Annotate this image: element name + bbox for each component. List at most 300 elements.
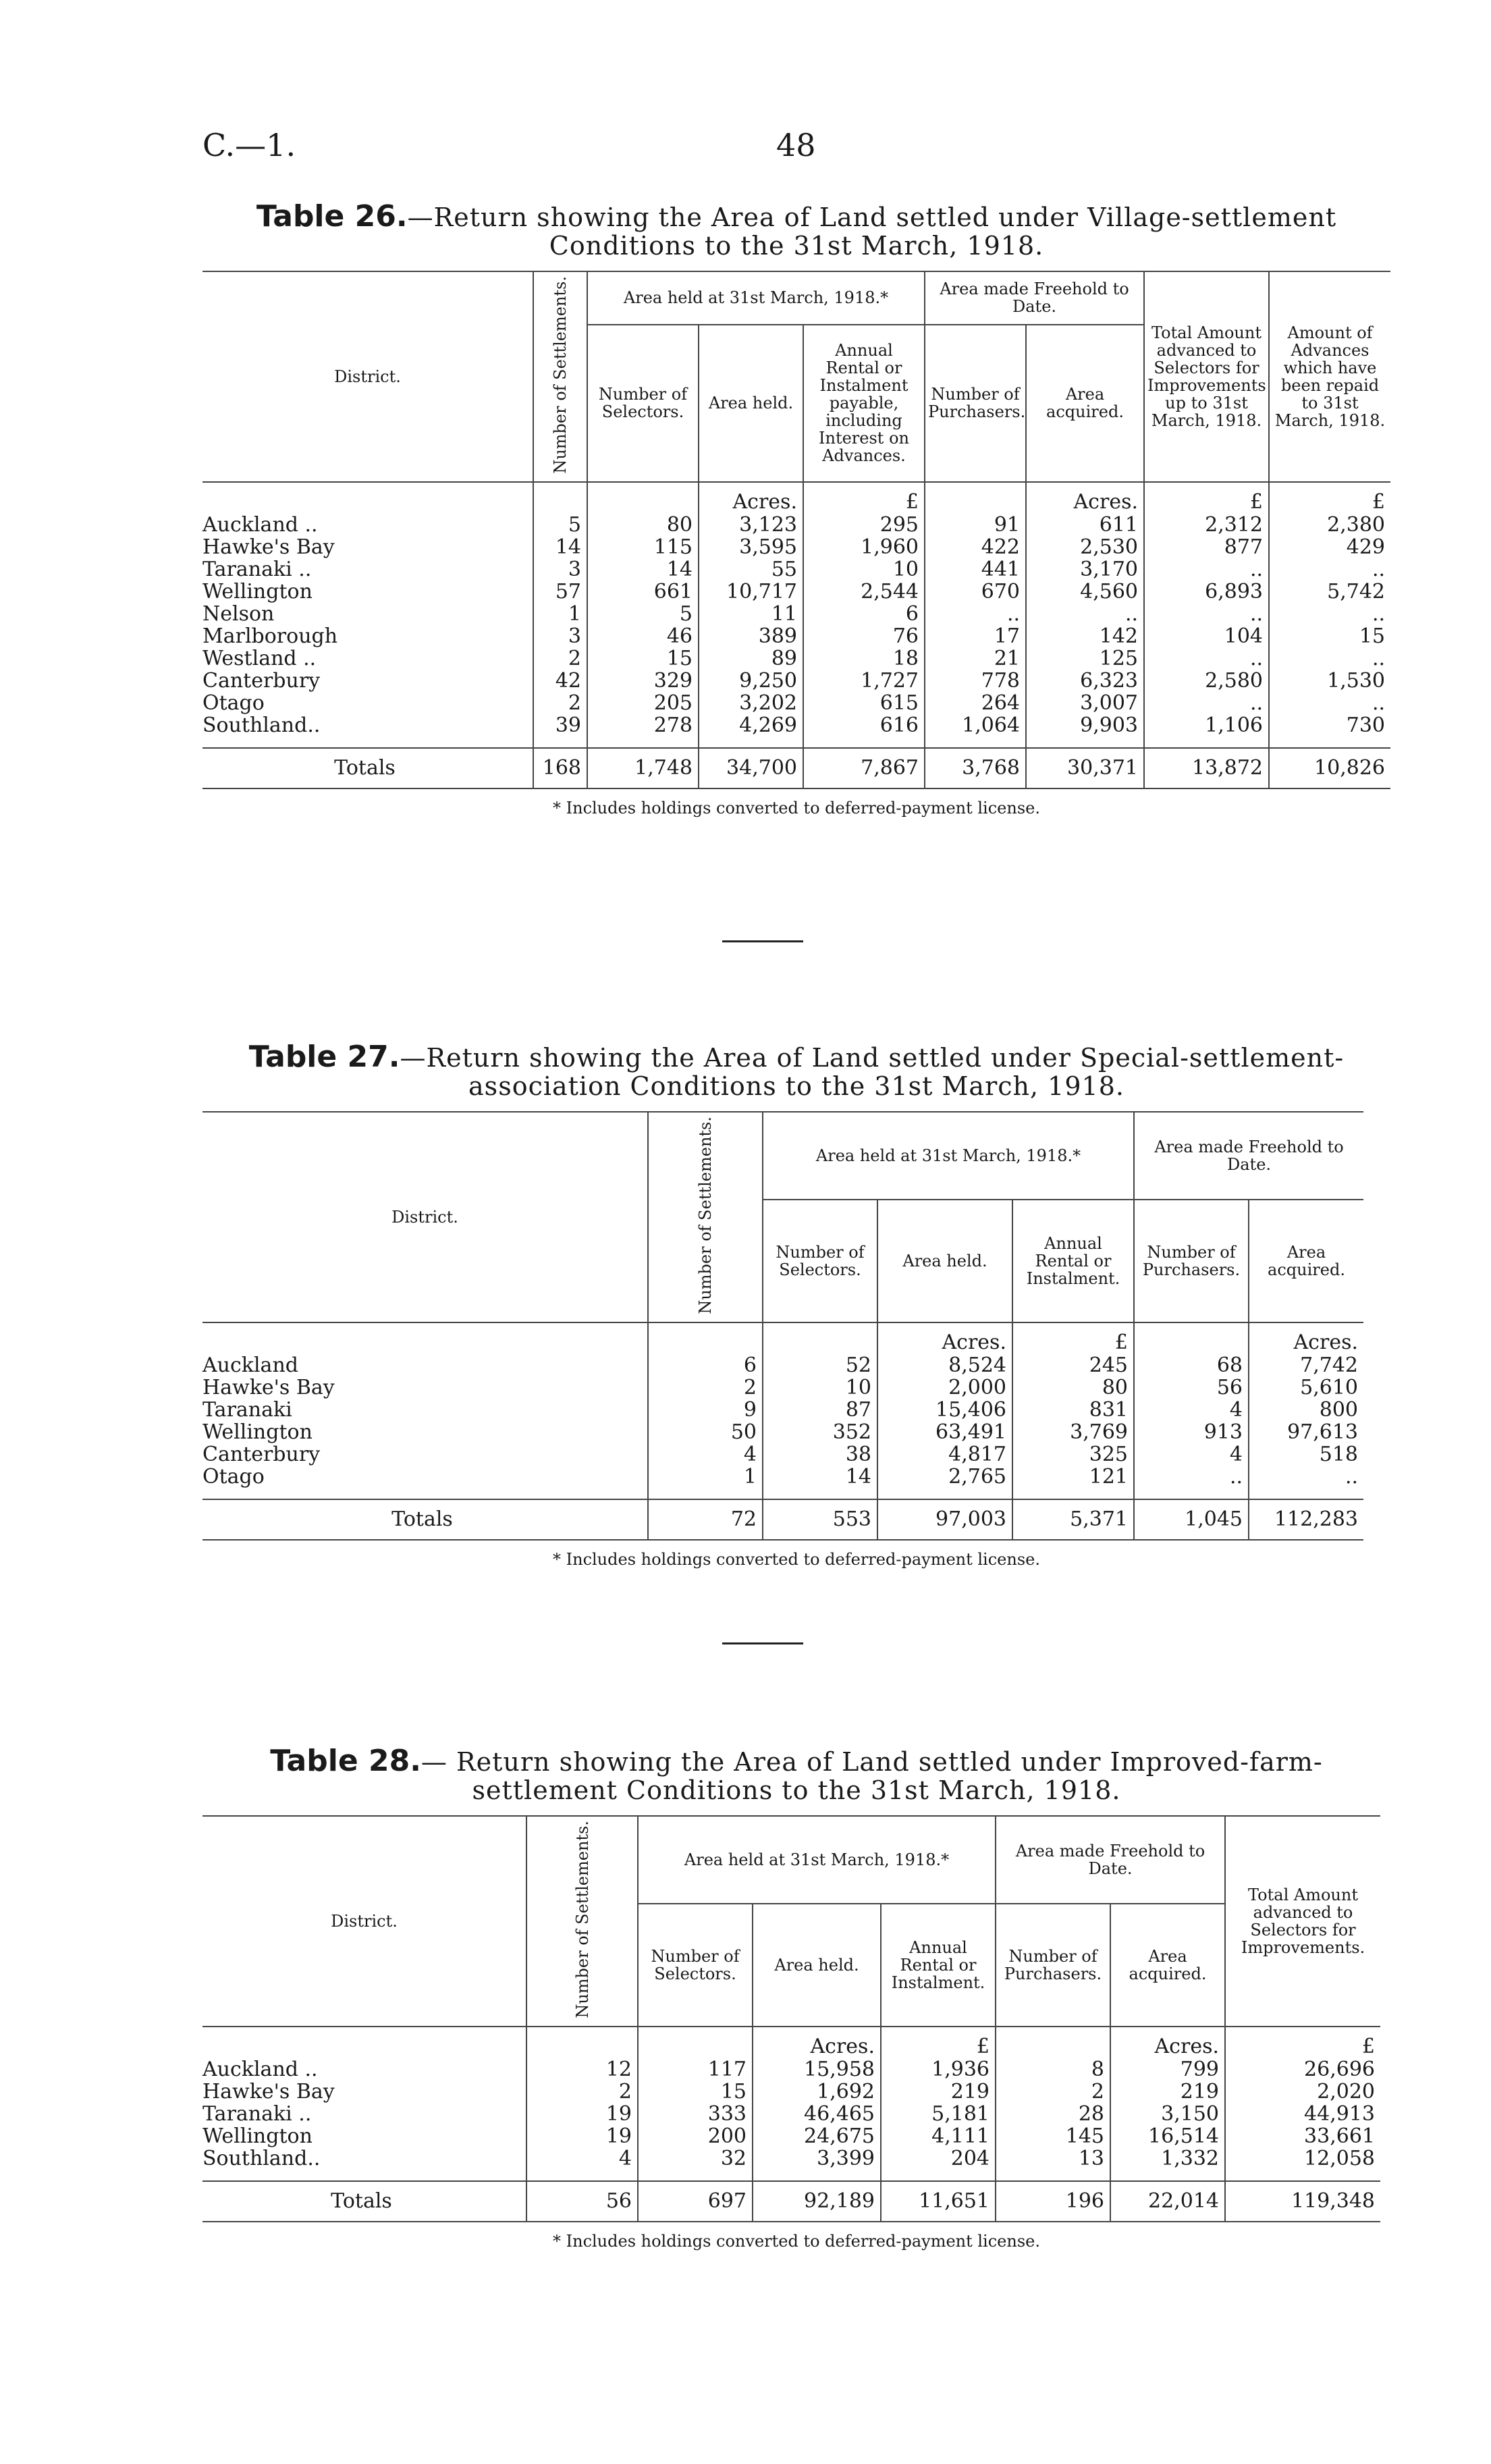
value-cell: 2,312 [1144,514,1269,536]
table-row [202,1354,1363,1376]
value-cell: 30,371 [1026,748,1144,788]
value-cell [996,2027,1110,2058]
district-cell: Totals [202,2181,526,2222]
district-cell [202,736,533,748]
col-purchasers: Number of Purchasers. [996,1904,1110,2026]
value-cell [1134,1488,1249,1499]
value-cell: 553 [763,1499,877,1540]
value-cell: 121 [1012,1466,1134,1488]
value-cell: 33,661 [1225,2125,1380,2147]
col-settlements-label: Number of Settlements. [572,1821,592,2018]
col-repaid: Amount of Advances which have been repaid to 31st March, 1918. [1269,271,1390,482]
col-selectors: Number of Selectors. [763,1200,877,1322]
district-cell: Nelson [202,601,275,626]
value-cell: 80 [1012,1376,1134,1399]
value-cell [648,1322,763,1354]
value-cell: 219 [881,2081,996,2103]
value-cell: 9,903 [1026,714,1144,736]
section-divider [722,940,803,942]
value-cell: 26,696 [1225,2058,1380,2081]
value-cell: 1,960 [803,536,925,558]
value-cell: 112,283 [1249,1499,1363,1540]
col-purchasers: Number of Purchasers. [1134,1200,1249,1322]
value-cell: 56 [1134,1376,1249,1399]
value-cell [1269,736,1390,748]
value-cell: 877 [1144,536,1269,558]
value-cell: 10,717 [699,581,803,603]
value-cell: 38 [763,1443,877,1466]
col-area-held: Area held. [877,1200,1012,1322]
table-26-body [202,482,1390,788]
value-cell: 295 [803,514,925,536]
value-cell: 3,007 [1026,692,1144,714]
value-cell [526,2027,638,2058]
value-cell: £ [1269,482,1390,514]
value-cell: 15 [638,2081,753,2103]
table-28-title [202,1744,1390,1805]
table-row [202,714,1390,736]
col-group-freehold: Area made Freehold to Date. [1134,1112,1363,1200]
table-26-footnote: * Includes holdings converted to deferred-payment license. [553,798,1040,818]
value-cell: 12,058 [1225,2147,1380,2170]
value-cell: 76 [803,625,925,647]
section-divider [722,1642,803,1644]
value-cell: 200 [638,2125,753,2147]
table-row [202,1466,1363,1488]
value-cell: 34,700 [699,748,803,788]
spacer-row [202,736,1390,748]
value-cell: 19 [526,2125,638,2147]
value-cell: 333 [638,2103,753,2125]
value-cell [1249,1488,1363,1499]
value-cell: .. [925,603,1026,625]
units-row [202,2027,1380,2058]
value-cell [1026,736,1144,748]
table-26-block [202,199,1390,818]
value-cell: .. [1269,558,1390,581]
value-cell: 7,742 [1249,1354,1363,1376]
col-settlements [533,271,587,482]
value-cell: 1,530 [1269,670,1390,692]
value-cell: 46,465 [753,2103,881,2125]
value-cell: 15 [587,647,699,670]
value-cell: 39 [533,714,587,736]
col-settlements [648,1112,763,1322]
district-cell: Taranaki [202,1397,292,1422]
value-cell: 518 [1249,1443,1363,1466]
district-cell [202,482,533,514]
district-cell: Otago [202,691,265,715]
value-cell: 2,544 [803,581,925,603]
table-row [202,1443,1363,1466]
table-row [202,2081,1380,2103]
col-settlements [526,1816,638,2027]
district-cell: Marlborough [202,624,338,648]
value-cell: 1,692 [753,2081,881,2103]
value-cell: 730 [1269,714,1390,736]
value-cell: .. [1269,647,1390,670]
table-27-title-line1: —Return showing the Area of Land settled under Special-settlement- [400,1043,1345,1073]
table-row [202,2103,1380,2125]
value-cell [1225,2170,1380,2181]
value-cell [648,1488,763,1499]
value-cell: 6,893 [1144,581,1269,603]
value-cell: .. [1144,558,1269,581]
value-cell: 3,769 [1012,1421,1134,1443]
value-cell: 329 [587,670,699,692]
value-cell: 52 [763,1354,877,1376]
table-27-title [202,1040,1390,1101]
value-cell: 14 [533,536,587,558]
value-cell: 68 [1134,1354,1249,1376]
table-28-name: Table 28. [270,1744,421,1778]
value-cell: 10 [763,1376,877,1399]
col-area-held: Area held. [753,1904,881,2026]
value-cell: 7,867 [803,748,925,788]
page-number: 48 [776,127,816,163]
value-cell: 3,768 [925,748,1026,788]
value-cell: 616 [803,714,925,736]
table-row [202,2147,1380,2170]
district-cell [202,1488,648,1499]
value-cell: 63,491 [877,1421,1012,1443]
value-cell [1012,1488,1134,1499]
value-cell: 2,580 [1144,670,1269,692]
value-cell: 264 [925,692,1026,714]
value-cell [587,482,699,514]
col-group-freehold: Area made Freehold to Date. [925,271,1144,325]
value-cell: 4,269 [699,714,803,736]
value-cell: 92,189 [753,2181,881,2222]
table-row [202,1376,1363,1399]
value-cell: 1 [533,603,587,625]
col-rental: Annual Rental or Instalment. [881,1904,996,2026]
table-27-title-line2: association Conditions to the 31st March, 1918. [468,1071,1124,1101]
value-cell: £ [1012,1322,1134,1354]
table-row [202,603,1390,625]
value-cell: 1,936 [881,2058,996,2081]
value-cell: 670 [925,581,1026,603]
value-cell: 1,727 [803,670,925,692]
value-cell: 22,014 [1110,2181,1225,2222]
district-cell: Canterbury [202,668,321,693]
value-cell: 3,170 [1026,558,1144,581]
table-row [202,558,1390,581]
value-cell: 205 [587,692,699,714]
value-cell: 389 [699,625,803,647]
value-cell: 3,202 [699,692,803,714]
value-cell [587,736,699,748]
district-cell: Southland.. [202,713,321,737]
value-cell: 142 [1026,625,1144,647]
value-cell: £ [1225,2027,1380,2058]
value-cell: 6,323 [1026,670,1144,692]
district-cell: Taranaki .. [202,2101,312,2126]
value-cell: 57 [533,581,587,603]
table-row [202,1399,1363,1421]
value-cell: Acres. [699,482,803,514]
value-cell: 4,817 [877,1443,1012,1466]
value-cell: .. [1269,603,1390,625]
value-cell [763,1488,877,1499]
value-cell: .. [1144,692,1269,714]
value-cell: 24,675 [753,2125,881,2147]
value-cell: 15 [1269,625,1390,647]
value-cell: 16,514 [1110,2125,1225,2147]
value-cell: 145 [996,2125,1110,2147]
col-area-held: Area held. [699,325,803,482]
table-row [202,692,1390,714]
totals-row [202,748,1390,788]
value-cell: 441 [925,558,1026,581]
value-cell: 44,913 [1225,2103,1380,2125]
value-cell: 611 [1026,514,1144,536]
value-cell: 5,181 [881,2103,996,2125]
units-row [202,1322,1363,1354]
page-reference: C.—1. [202,127,296,163]
value-cell: 6 [803,603,925,625]
value-cell: 3 [533,558,587,581]
value-cell: 2,000 [877,1376,1012,1399]
value-cell [996,2170,1110,2181]
table-27-body [202,1322,1363,1540]
col-selectors: Number of Selectors. [587,325,699,482]
totals-row [202,1499,1363,1540]
value-cell: Acres. [1110,2027,1225,2058]
col-rental: Annual Rental or Instalment. [1012,1200,1134,1322]
value-cell: Acres. [877,1322,1012,1354]
value-cell: 661 [587,581,699,603]
col-area-acquired: Area acquired. [1026,325,1144,482]
table-row [202,514,1390,536]
value-cell: 19 [526,2103,638,2125]
col-advanced: Total Amount advanced to Selectors for Improvements. [1225,1816,1380,2027]
value-cell: 28 [996,2103,1110,2125]
value-cell: 2 [526,2081,638,2103]
district-cell: Hawke's Bay [202,1375,335,1399]
value-cell: 4 [1134,1443,1249,1466]
value-cell: 799 [1110,2058,1225,2081]
district-cell: Otago [202,1464,265,1489]
table-28 [202,1815,1380,2222]
value-cell: 913 [1134,1421,1249,1443]
value-cell: 615 [803,692,925,714]
value-cell: 21 [925,647,1026,670]
value-cell: 72 [648,1499,763,1540]
table-28-body [202,2027,1380,2222]
district-cell: Totals [202,1499,648,1540]
district-cell: Hawke's Bay [202,535,335,559]
table-26 [202,271,1390,789]
district-cell: Hawke's Bay [202,2079,335,2104]
value-cell: 14 [763,1466,877,1488]
value-cell: 1 [648,1466,763,1488]
col-area-acquired: Area acquired. [1110,1904,1225,2026]
value-cell: 1,064 [925,714,1026,736]
value-cell: 778 [925,670,1026,692]
value-cell [1110,2170,1225,2181]
value-cell: 697 [638,2181,753,2222]
table-row [202,581,1390,603]
value-cell: 831 [1012,1399,1134,1421]
value-cell: 15,406 [877,1399,1012,1421]
value-cell: 2 [648,1376,763,1399]
value-cell: 3,123 [699,514,803,536]
value-cell [877,1488,1012,1499]
value-cell: 46 [587,625,699,647]
value-cell: 91 [925,514,1026,536]
value-cell [925,736,1026,748]
table-28-block [202,1744,1390,2251]
value-cell: 11,651 [881,2181,996,2222]
page-header [202,127,1370,174]
value-cell: 117 [638,2058,753,2081]
value-cell: £ [881,2027,996,2058]
value-cell: 2 [533,692,587,714]
value-cell: 115 [587,536,699,558]
value-cell [638,2170,753,2181]
value-cell: 12 [526,2058,638,2081]
value-cell: 3,150 [1110,2103,1225,2125]
totals-row [202,2181,1380,2222]
value-cell: 5 [533,514,587,536]
value-cell: 55 [699,558,803,581]
value-cell: 119,348 [1225,2181,1380,2222]
value-cell: .. [1144,647,1269,670]
value-cell: 2 [996,2081,1110,2103]
district-cell: Wellington [202,1420,313,1444]
value-cell: .. [1269,692,1390,714]
value-cell: 17 [925,625,1026,647]
col-district: District. [202,1816,526,2027]
value-cell: 97,003 [877,1499,1012,1540]
value-cell: 1,748 [587,748,699,788]
spacer-row [202,1488,1363,1499]
value-cell: 800 [1249,1399,1363,1421]
spacer-row [202,2170,1380,2181]
value-cell: 2 [533,647,587,670]
col-area-acquired: Area acquired. [1249,1200,1363,1322]
table-26-title-line1: —Return showing the Area of Land settled under Village-settlement [407,203,1337,232]
district-cell: Totals [202,748,533,788]
value-cell: 18 [803,647,925,670]
value-cell [803,736,925,748]
value-cell: 3 [533,625,587,647]
table-row [202,2125,1380,2147]
value-cell: 14 [587,558,699,581]
value-cell: 245 [1012,1354,1134,1376]
value-cell: 4 [1134,1399,1249,1421]
value-cell: 1,045 [1134,1499,1249,1540]
col-group-area-held: Area held at 31st March, 1918.* [587,271,925,325]
table-row [202,647,1390,670]
value-cell: Acres. [1026,482,1144,514]
value-cell: £ [803,482,925,514]
value-cell [753,2170,881,2181]
value-cell [763,1322,877,1354]
value-cell: 11 [699,603,803,625]
table-row [202,625,1390,647]
value-cell: 32 [638,2147,753,2170]
district-cell: Auckland .. [202,512,318,537]
value-cell: 9,250 [699,670,803,692]
value-cell: 104 [1144,625,1269,647]
value-cell: 2,765 [877,1466,1012,1488]
table-27-name: Table 27. [248,1040,400,1074]
table-row [202,1421,1363,1443]
value-cell [526,2170,638,2181]
value-cell: 87 [763,1399,877,1421]
value-cell: 5 [587,603,699,625]
value-cell: 10,826 [1269,748,1390,788]
value-cell: .. [1134,1466,1249,1488]
value-cell: 5,742 [1269,581,1390,603]
value-cell: Acres. [753,2027,881,2058]
value-cell: 2,380 [1269,514,1390,536]
value-cell: 13,872 [1144,748,1269,788]
value-cell: 1,332 [1110,2147,1225,2170]
value-cell: 6 [648,1354,763,1376]
value-cell [1144,736,1269,748]
value-cell: £ [1144,482,1269,514]
value-cell: .. [1249,1466,1363,1488]
value-cell: 56 [526,2181,638,2222]
value-cell: 15,958 [753,2058,881,2081]
district-cell: Auckland [202,1353,298,1377]
table-27-footnote: * Includes holdings converted to deferred-payment license. [553,1549,1040,1569]
value-cell: 4,111 [881,2125,996,2147]
col-rental: Annual Rental or Instalment payable, including Interest on Advances. [803,325,925,482]
value-cell: 2,530 [1026,536,1144,558]
value-cell: 352 [763,1421,877,1443]
value-cell: 89 [699,647,803,670]
value-cell: 4,560 [1026,581,1144,603]
district-cell: Westland .. [202,646,317,670]
value-cell: 204 [881,2147,996,2170]
table-26-title-line2: Conditions to the 31st March, 1918. [549,231,1044,261]
value-cell: 5,610 [1249,1376,1363,1399]
value-cell [1134,1322,1249,1354]
value-cell: 125 [1026,647,1144,670]
value-cell [699,736,803,748]
value-cell [533,482,587,514]
value-cell: 50 [648,1421,763,1443]
table-27-block [202,1040,1390,1569]
value-cell: 3,399 [753,2147,881,2170]
value-cell: Acres. [1249,1322,1363,1354]
col-group-area-held: Area held at 31st March, 1918.* [763,1112,1134,1200]
col-selectors: Number of Selectors. [638,1904,753,2026]
col-group-freehold: Area made Freehold to Date. [996,1816,1225,1904]
value-cell: 429 [1269,536,1390,558]
value-cell: 168 [533,748,587,788]
value-cell: .. [1026,603,1144,625]
value-cell: 42 [533,670,587,692]
col-advanced: Total Amount advanced to Selectors for Improvements up to 31st March, 1918. [1144,271,1269,482]
col-district: District. [202,1112,648,1322]
table-28-footnote: * Includes holdings converted to deferred-payment license. [553,2231,1040,2251]
district-cell: Wellington [202,2124,313,2148]
district-cell: Canterbury [202,1442,321,1466]
units-row [202,482,1390,514]
value-cell [881,2170,996,2181]
value-cell: 8,524 [877,1354,1012,1376]
value-cell: 1,106 [1144,714,1269,736]
table-27 [202,1111,1363,1541]
value-cell [925,482,1026,514]
table-26-title [202,199,1390,261]
table-28-title-line2: settlement Conditions to the 31st March, 1918. [472,1775,1121,1805]
